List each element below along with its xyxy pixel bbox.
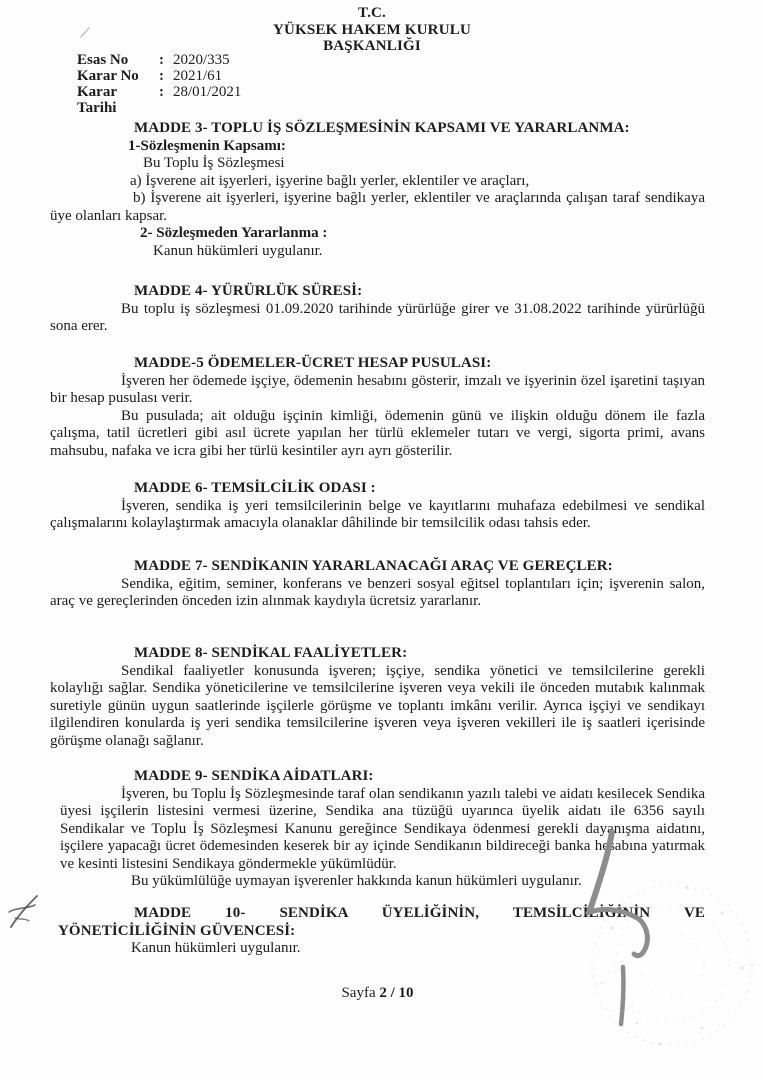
article-madde-5 [50, 355, 705, 460]
case-value: 28/01/2021 [173, 84, 242, 101]
article-paragraph: İşveren, bu Toplu İş Sözleşmesinde taraf olan sendikanın yazılı talebi ve aidatı kesilecek Sendika üyesi işçilerin listesini vermesi üzerine, Sendika ana tüzüğü uyarınca üyelik aidatı ile 6356 sayılı Sendikalar ve Toplu İş Sözleşmesi Kanunu gereğince Sendikaya ödenmesi gerekli dayanışma aidatını, işçilere yapacağı ücret ödemesinden keserek bir ay içinde Sendikanın bildireceği banka hesabına yatırmak ve kesinti listesini Sendikaya göndermekle yükümlüdür. [60, 785, 705, 872]
article-title: MADDE 4- YÜRÜRLÜK SÜRESİ: [134, 283, 363, 299]
pen-check-mark-icon [6, 892, 42, 934]
article-madde-9 [50, 768, 705, 891]
article-madde-7 [50, 558, 705, 611]
page-footer [50, 985, 705, 1003]
letterhead-institution: YÜKSEK HAKEM KURULU [273, 21, 471, 38]
article-paragraph: Bu pusulada; ait olduğu işçinin kimliği, ödemenin günü ve ilişkin olduğu dönem ile fazla çalışma, tatil ücretleri gibi asıl ücrete yapılan her türlü eklemeler tutarı ve vergi, sigorta primi, avans mahsubu, nafaka ve icra gibi her türlü kesintiler ayrı ayrı gösterilir. [50, 407, 705, 459]
article-paragraph: İşveren, sendika iş yeri temsilcilerinin belge ve kayıtlarını muhafaza edebilmesi ve sendikal çalışmalarını kolaylaştırmak amacıyla olanaklar dâhilinde bir temsilcilik odası tahsis eder. [50, 497, 705, 531]
article-title [50, 905, 705, 940]
letterhead [57, 5, 687, 55]
case-label: Esas No [77, 52, 129, 68]
article-paragraph: İşveren her ödemede işçiye, ödemenin hesabını gösterir, imzalı ve işyerinin özel işaretini taşıyan bir hesap pusulası verir. [50, 372, 705, 406]
case-separator: : [159, 52, 164, 68]
article-title: MADDE 7- SENDİKANIN YARARLANACAĞI ARAÇ VE GEREÇLER: [134, 558, 613, 574]
article-list-item-a: a) İşverene ait işyerleri, işyerine bağlı yerler, eklentiler ve araçları, [130, 172, 530, 189]
case-label: Karar Tarihi [77, 84, 117, 117]
case-info-block [77, 52, 241, 116]
letterhead-department: BAŞKANLIĞI [323, 38, 421, 54]
article-subheading: 1-Sözleşmenin Kapsamı: [128, 137, 286, 154]
article-title-line1: MADDE 10- SENDİKA ÜYELİĞİNİN, TEMSİLCİLİĞİNİN VE [134, 905, 705, 921]
footer-page-number: 2 / 10 [379, 985, 414, 1001]
article-subheading: 2- Sözleşmeden Yararlanma : [140, 225, 328, 241]
article-title: MADDE 3- TOPLU İŞ SÖZLEŞMESİNİN KAPSAMI VE YARARLANMA: [134, 120, 630, 136]
article-madde-6 [50, 480, 705, 533]
article-title: MADDE 8- SENDİKAL FAALİYETLER: [134, 645, 408, 661]
article-line: Kanun hükümleri uygulanır. [153, 242, 323, 259]
footer-label: Sayfa [341, 985, 376, 1001]
article-paragraph: Bu yükümlülüğe uymayan işverenler hakkında kanun hükümleri uygulanır. [131, 873, 582, 889]
article-paragraph: Sendikal faaliyetler konusunda işveren; işçiye, sendika yönetici ve temsilcilerine gerekli kolaylığı sağlar. Sendika yöneticilerine ve temsilcilerine işveren veya vekili ile önceden mutabık kalınmak suretiyle günün uygun saatlerinde işçilerle görüşme ve toplantı imkânı verilir. Ayrıca işçiyi ve sendikayı ilgilendiren konularda iş yeri sendika temsilcilerine işveren veya işveren vekilleri ile iş saatleri içerisinde görüşme olanağı sağlanır. [50, 662, 705, 749]
article-list-item-b: b) İşverene ait işyerleri, işyerine bağlı yerler, eklentiler ve araçlarında çalışan taraf sendikaya üye olanları kapsar. [50, 190, 705, 224]
article-title: MADDE-5 ÖDEMELER-ÜCRET HESAP PUSULASI: [134, 355, 492, 371]
case-label: Karar No [77, 68, 139, 85]
article-paragraph: Bu toplu iş sözleşmesi 01.09.2020 tarihinde yürürlüğe girer ve 31.08.2022 tarihinde yürürlüğü sona erer. [50, 300, 705, 334]
letterhead-tc: T.C. [357, 5, 387, 21]
article-title-line2: YÖNETİCİLİĞİNİN GÜVENCESİ: [58, 922, 296, 939]
article-madde-3 [50, 120, 705, 260]
article-paragraph: Sendika, eğitim, seminer, konferans ve benzeri sosyal eğitsel toplantıları için; işverenin salon, araç ve gereçlerinden önceden izin alınmak kaydıyla ücretsiz yararlanır. [50, 575, 705, 609]
case-value: 2020/335 [173, 52, 230, 68]
article-line: Bu Toplu İş Sözleşmesi [143, 155, 285, 171]
article-title: MADDE 6- TEMSİLCİLİK ODASI : [134, 480, 376, 496]
case-row-karar-tarihi [77, 84, 241, 116]
article-paragraph: Kanun hükümleri uygulanır. [131, 940, 301, 956]
case-value: 2021/61 [173, 68, 223, 85]
article-title: MADDE 9- SENDİKA AİDATLARI: [134, 768, 374, 784]
case-separator: : [159, 84, 164, 101]
article-madde-8 [50, 645, 705, 750]
case-row-karar-no [77, 68, 241, 84]
case-separator: : [159, 68, 164, 85]
article-madde-4 [50, 283, 705, 336]
article-madde-10 [50, 905, 705, 958]
